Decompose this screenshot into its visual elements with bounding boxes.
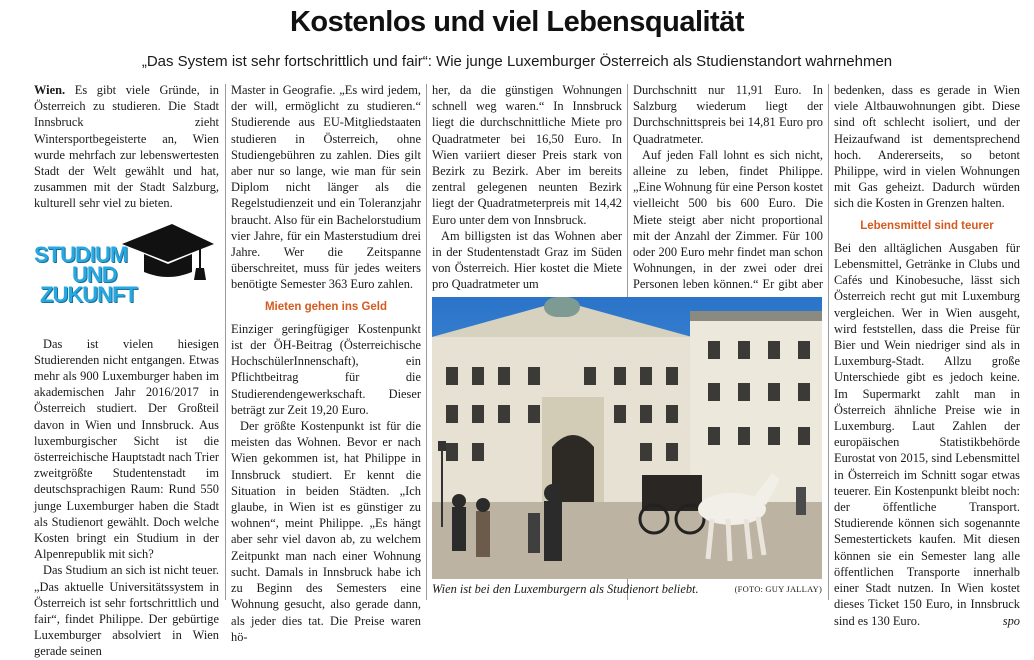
paragraph: Einziger geringfügiger Kostenpunkt ist der ÖH-Beitrag (Österreichische HochschülerInnenschaft), ein Pflichtbeitrag für die Studierendengewerkschaft. Dieser beträgt zur Zeit 19,20 Euro. [231, 321, 421, 417]
article-column-3 [432, 82, 622, 293]
subtitle: „Das System ist sehr fortschrittlich und fair“: Wie junge Luxemburger Österreich als Studienstandort wahrnehmen [141, 53, 893, 70]
paragraph: Der größte Kostenpunkt ist für die meisten das Wohnen. Bevor er nach Wien gekommen ist, hat Philippe in Innsbruck studiert. Er kennt die Situation in beiden Städten. „Ich glaube, in Wien ist es günstiger zu wohnen“, meint Philippe. „Es hängt aber sehr viel davon ab, zu welchem Zeitpunkt man nach einer Wohnung sucht. Damals in Innsbruck habe ich zu Beginn des Semesters eine Wohnung gesucht, also gerade dann, als jeder dies tat. Die Preise waren hö- [231, 419, 421, 644]
paragraph: Wien. Es gibt viele Gründe, in Österreich zu studieren. Die Stadt Innsbruck zieht Wintersportbegeisterte an, Wien wurde mehrfach zur lebenswertesten Stadt der Welt gewählt und hat, zusammen mit der Stadt Salzburg, kulturell sehr viel zu bieten. [34, 83, 219, 211]
column-divider [828, 84, 829, 600]
paragraph: Das ist vielen hiesigen Studierenden nicht entgangen. Etwas mehr als 900 Luxemburger haben im akademischen Jahr 2016/2017 in Österreich studiert. Der Großteil davon in Wien und Innsbruck. Aus luxemburgischer Sicht ist die österreichische Hauptstadt nach Trier zweitgrößte Studentenstadt im deutschsprachigen Raum: Rund 550 junge Luxemburger haben die Stadt als Studienort gewählt. Doch welche Kosten bringt ein Studium in der Alpenrepublik mit sich? [34, 336, 219, 562]
paragraph: Durchschnitt nur 11,91 Euro. In Salzburg wiederum liegt der Durchschnittspreis bei 14,81 Euro pro Quadratmeter. [633, 83, 823, 146]
logo-line-1: STUDIUM [34, 241, 128, 267]
subheading-lebensmittel: Lebensmittel sind teurer [860, 219, 994, 232]
article-column-4 [633, 82, 823, 309]
paragraph: Master in Geografie. „Es wird jedem, der will, ermöglicht zu studieren.“ Studierende aus EU-Mitgliedstaaten studieren in Österreich, ohne Studiengebühren zu zahlen. Dies gilt aber nur so lange, wie man für sein Diplom nicht länger als die Regelstudienzeit und ein Toleranzjahr braucht. Also für ein Bachelorstudium vier Jahre, für ein Masterstudium drei Jahre. Wer die Zeitspanne überschreitet, muss für jedes weiters benötigte Semester 363 Euro zahlen. [231, 83, 421, 292]
headline: Kostenlos und viel Lebensqualität [289, 6, 744, 38]
paragraph: Bei den alltäglichen Ausgaben für Lebensmittel, Getränke in Clubs und Cafés und Kinobesuche, lässt sich Österreich recht gut mit Luxemburg vergleichen. Wer in Wien ausgeht, wird feststellen, dass die Preise für Bier und Wein niedriger sind als in Luxemburg-Stadt. Allzu große Unterschiede gibt es jedoch keine. Im Supermarkt zahlt man in Österreich ähnliche Preise wie in Luxemburg. Laut Zahlen der europäischen Statistikbehörde Eurostat von 2015, sind Lebensmittel in Österreich im Schnitt sogar etwas teuerer. Ein Kostenpunkt bleibt noch: der öffentliche Transport. Studierende können sich sogenannte Semestertickets kaufen. Mit diesen können sie ein Semester lang alle öffentlichen Transporte innerhalb einer Stadt nutzen. In Wien kostet dieses Ticket 150 Euro, in Innsbruck sind es 130 Euro. spo [834, 240, 1020, 628]
column-divider [426, 84, 427, 600]
article-column-1 [34, 82, 219, 660]
paragraph: Am billigsten ist das Wohnen aber in der Studentenstadt Graz im Süden von Österreich. Hier kostet die Miete pro Quadratmeter um [432, 228, 622, 292]
paragraph: Auf jeden Fall lohnt es sich nicht, alleine zu leben, findet Philippe. „Eine Wohnung für eine Person kostet vielleicht 500 bis 600 Euro. Die Miete steigt aber nicht proportional mit der Anzahl der Zimmer. Für 100 oder 200 Euro mehr findet man schon Wohnungen, in der zwei oder drei Personen leben können.“ Er gibt aber [633, 147, 823, 292]
hofburg-vienna-photo [432, 297, 822, 579]
paragraph: her, da die günstigen Wohnungen schnell weg waren.“ In Innsbruck liegt die durchschnittliche Miete pro Quadratmeter bei 16,50 Euro. In Wien variiert dieser Preis stark von Bezirk zu Bezirk. Aber im bereits zentral gelegenen neunten Bezirk liegt der Quadratmeterpreis mit 14,42 Euro unter dem von Innsbruck. [432, 83, 622, 227]
article-column-2 [231, 82, 421, 645]
logo-line-2: UND [72, 261, 117, 287]
paragraph: Das Studium an sich ist nicht teuer. „Das aktuelle Universitätssystem in Österreich ist sehr fortschrittlich und fair“, findet Philippe. Der gebürtige Luxemburger absolviert in Wien gerade seinen [34, 563, 219, 659]
article-photo [432, 297, 822, 579]
subheading-mieten: Mieten gehen ins Geld [264, 300, 388, 313]
studium-und-zukunft-logo [34, 222, 219, 322]
photo-credit: (FOTO: GUY JALLAY) [734, 584, 822, 594]
article-column-5 [834, 82, 1020, 629]
graduation-cap-icon [120, 222, 216, 282]
column-divider [225, 84, 226, 600]
photo-caption-bar [432, 582, 822, 597]
author-signature: spo [1002, 613, 1020, 628]
photo-caption: Wien ist bei den Luxemburgern als Studienort beliebt. [432, 582, 699, 596]
paragraph: bedenken, dass es gerade in Wien viele Altbauwohnungen gibt. Diese sind oft schlecht isoliert, und der Heizaufwand ist dementsprechend hoch. Andererseits, so betont Philippe, wird in vielen Wohnungen mit Gas geheizt. Dadurch würden sich die Kosten in Grenzen halten. [834, 83, 1020, 211]
logo-line-3: ZUKUNFT [40, 281, 137, 307]
dateline: Wien. [34, 83, 66, 97]
